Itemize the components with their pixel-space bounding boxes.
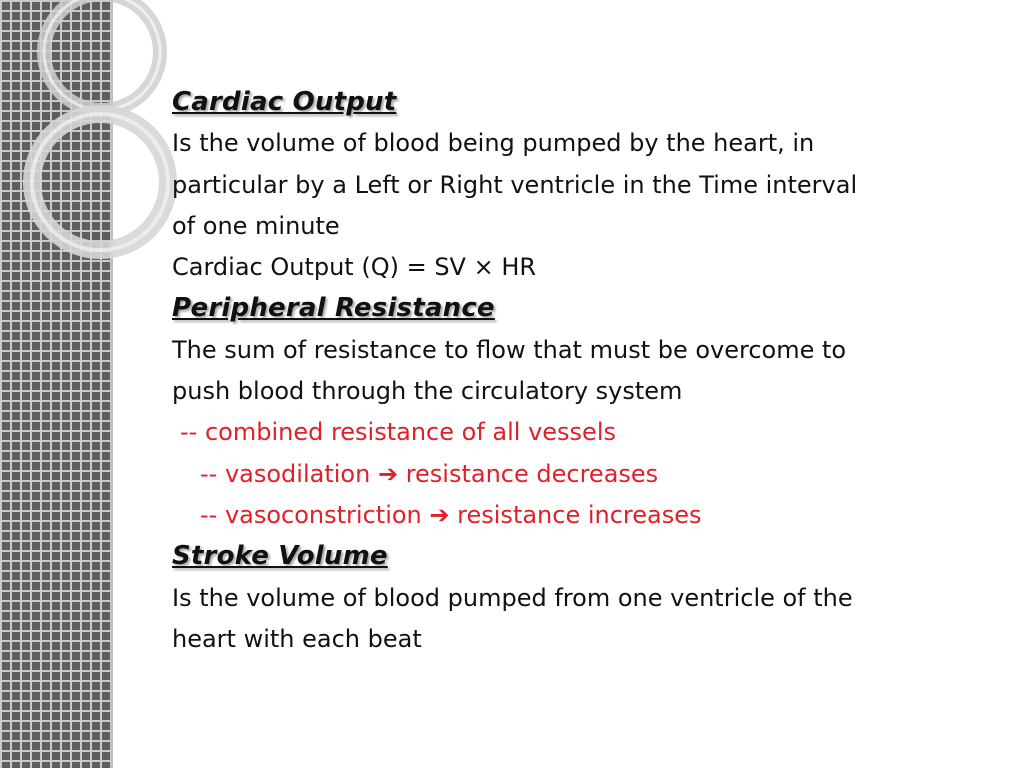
stroke-volume-text-line: heart with each beat [172,624,422,653]
peripheral-resistance-text-line: push blood through the circulatory system [172,377,683,406]
heading-peripheral-resistance: Peripheral Resistance [172,293,495,324]
right-arrow-icon: ➔ [377,459,399,488]
bullet-vasodilation [172,454,972,495]
peripheral-resistance-text-line: The sum of resistance to flow that must be overcome to [172,335,847,364]
bullet-combined-resistance: -- combined resistance of all vessels [180,418,616,447]
cardiac-output-text-line: Is the volume of blood being pumped by the heart, in [172,129,815,158]
bullet-vasodilation-prefix: -- vasodilation [200,459,371,488]
cardiac-output-text-line: particular by a Left or Right ventricle in the Time interval [172,170,858,199]
cardiac-output-text-line: of one minute [172,211,340,240]
bullet-vasodilation-suffix: resistance decreases [405,459,659,488]
bullet-vasoconstriction [172,495,972,536]
bullet-vasoconstriction-suffix: resistance increases [457,500,702,529]
heading-stroke-volume: Stroke Volume [172,541,388,572]
slide-body [172,82,972,660]
heading-cardiac-output: Cardiac Output [172,87,397,117]
stroke-volume-text-line: Is the volume of blood pumped from one ventricle of the [172,583,853,612]
right-arrow-icon: ➔ [429,500,450,529]
bullet-vasoconstriction-prefix: -- vasoconstriction [200,500,422,529]
cardiac-output-formula: Cardiac Output (Q) = SV × HR [172,253,537,282]
decorative-rings-icon [0,0,160,300]
